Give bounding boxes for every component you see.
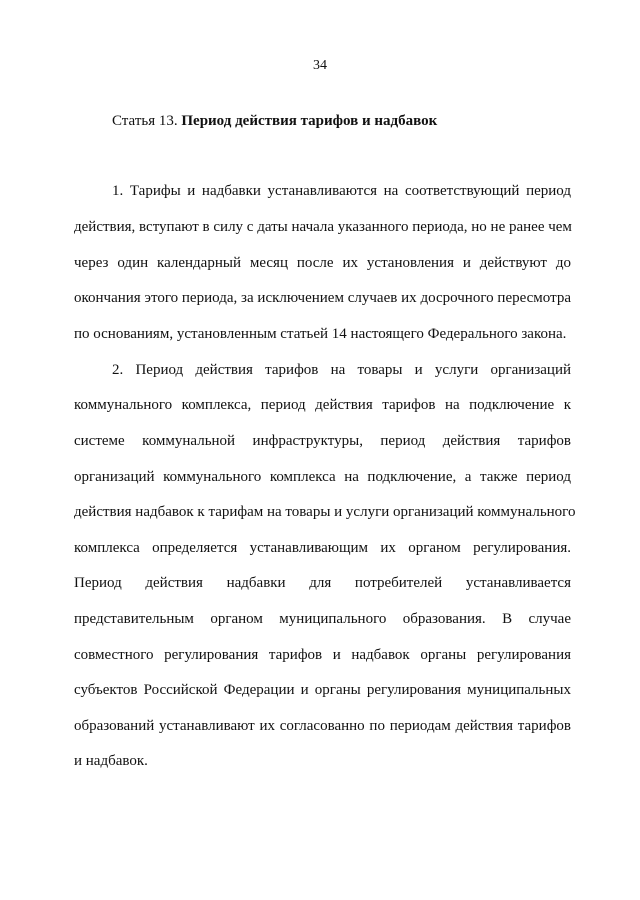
page-number: 34 [313,58,327,73]
paragraph-2-line: комплекса определяется устанавливающим их органом регулирования. [74,540,571,556]
paragraph-1-line: действия, вступают в силу с даты начала указанного периода, но не ранее чем [74,219,572,235]
paragraph-2-line: представительным органом муниципального образования. В случае [74,611,571,627]
paragraph-1-line: через один календарный месяц после их установления и действуют до [74,255,571,271]
paragraph-2-line: субъектов Российской Федерации и органы регулирования муниципальных [74,682,571,698]
paragraph-2-line: совместного регулирования тарифов и надбавок органы регулирования [74,647,571,663]
article-title: Период действия тарифов и надбавок [181,113,438,129]
article-heading [112,113,437,130]
paragraph-2-line: 2. Период действия тарифов на товары и услуги организаций [112,362,571,378]
paragraph-2-line: системе коммунальной инфраструктуры, период действия тарифов [74,433,571,449]
paragraph-1-line: 1. Тарифы и надбавки устанавливаются на соответствующий период [112,183,571,199]
paragraph-2-line: и надбавок. [74,753,148,769]
paragraph-1-line: по основаниям, установленным статьей 14 настоящего Федерального закона. [74,326,567,342]
paragraph-2-line: коммунального комплекса, период действия тарифов на подключение к [74,397,571,413]
paragraph-2-line: образований устанавливают их согласованно по периодам действия тарифов [74,718,571,734]
article-label: Статья 13. [112,113,178,129]
paragraph-2-line: организаций коммунального комплекса на подключение, а также период [74,469,571,485]
paragraph-1-line: окончания этого периода, за исключением случаев их досрочного пересмотра [74,290,571,306]
paragraph-2-line: действия надбавок к тарифам на товары и услуги организаций коммунального [74,504,576,520]
paragraph-2-line: Период действия надбавки для потребителей устанавливается [74,575,571,591]
